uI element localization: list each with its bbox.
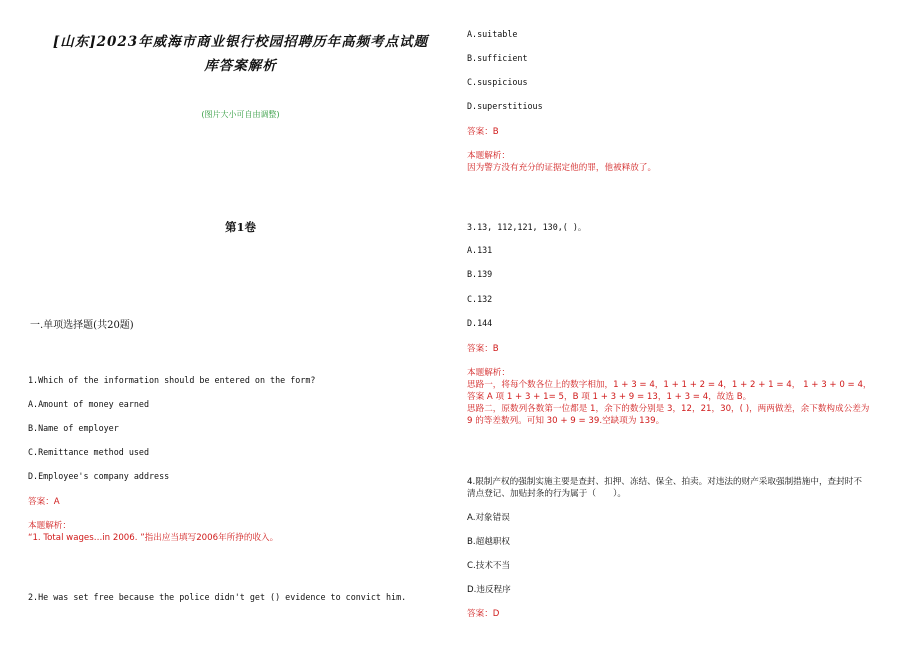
q4-stem-line2: 清点登记、加贴封条的行为属于（ ）。 [467, 489, 626, 499]
q1-analysis-label: 本题解析： [28, 521, 71, 531]
q3-analysis-label: 本题解析： [467, 368, 510, 378]
q1-answer: 答案：A [28, 497, 60, 507]
q1-option-d: D.Employee's company address [28, 471, 170, 481]
q3-stem: 3.13, 112,121, 130,( )。 [467, 222, 587, 232]
q4-option-a: A.对象错误 [467, 513, 510, 523]
q4-answer: 答案：D [467, 609, 500, 619]
q3-analysis-line4: 9 的等差数列。可知 30 + 9 = 39.空缺项为 139。 [467, 416, 665, 426]
q1-option-a: A.Amount of money earned [28, 399, 150, 409]
q3-option-b: B.139 [467, 269, 493, 279]
image-resize-note: (图片大小可自由调整) [201, 110, 280, 119]
q1-analysis: “1. Total wages…in 2006. ”指出应当填写2006年所挣的收入。 [28, 533, 279, 543]
q3-option-c: C.132 [467, 294, 493, 304]
q2-analysis-label: 本题解析： [467, 151, 510, 161]
q3-analysis-line2: 答案 A 项 1 + 3 + 1= 5，B 项 1 + 3 + 9 = 13，1 + 3 = 4，故选 B。 [467, 392, 752, 402]
q2-stem: 2.He was set free because the police didn't get () evidence to convict him. [28, 592, 407, 602]
q2-option-a: A.suitable [467, 29, 518, 39]
document-title-line2: 库答案解析 [204, 58, 277, 74]
q3-option-a: A.131 [467, 245, 493, 255]
q3-option-d: D.144 [467, 318, 493, 328]
q3-analysis-line1: 思路一，将每个数各位上的数字相加，1 + 3 = 4，1 + 1 + 2 = 4，1 + 2 + 1 = 4， 1 + 3 + 0 = 4， [467, 380, 872, 390]
q2-analysis: 因为警方没有充分的证据定他的罪，他被释放了。 [467, 163, 657, 173]
q4-option-c: C.技术不当 [467, 561, 511, 571]
q1-option-b: B.Name of employer [28, 423, 119, 433]
q2-option-d: D.superstitious [467, 101, 543, 111]
q4-option-b: B.超越职权 [467, 537, 511, 547]
q3-analysis-line3: 思路二，原数列各数第一位都是 1，余下的数分别是 3，12，21，30，( )，两两做差，余下数构成公差为 [467, 404, 870, 414]
q2-answer: 答案：B [467, 127, 499, 137]
q4-option-d: D.违反程序 [467, 585, 511, 595]
volume-heading: 第1卷 [224, 220, 256, 234]
document-title-line1: [山东]2023年威海市商业银行校园招聘历年高频考点试题 [52, 34, 429, 50]
q2-option-c: C.suspicious [467, 77, 528, 87]
q4-stem-line1: 4.限制产权的强制实施主要是查封、扣押、冻结、保全、拍卖。对违法的财产采取强制措施中，查封时不 [467, 477, 862, 487]
q2-option-b: B.sufficient [467, 53, 528, 63]
section-heading: 一.单项选择题(共20题) [30, 320, 134, 331]
q1-option-c: C.Remittance method used [28, 447, 150, 457]
q3-answer: 答案：B [467, 344, 499, 354]
q1-stem: 1.Which of the information should be entered on the form? [28, 375, 316, 385]
